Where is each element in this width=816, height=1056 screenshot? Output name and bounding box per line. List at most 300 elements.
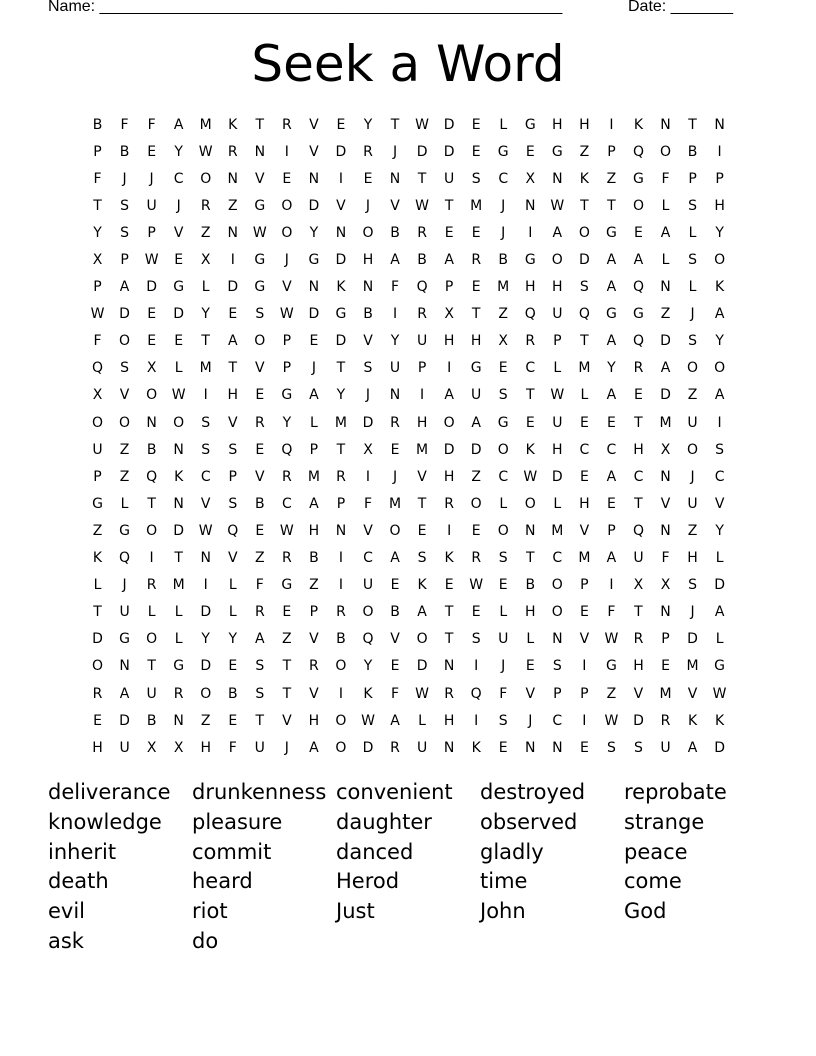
grid-letter[interactable]: S: [363, 360, 373, 377]
grid-letter[interactable]: H: [92, 739, 103, 756]
grid-letter[interactable]: V: [417, 468, 427, 485]
grid-letter[interactable]: R: [444, 685, 454, 702]
grid-letter[interactable]: Y: [201, 631, 210, 648]
grid-letter[interactable]: A: [119, 685, 130, 702]
grid-letter[interactable]: O: [659, 143, 672, 160]
grid-letter[interactable]: N: [525, 197, 536, 214]
grid-letter[interactable]: E: [444, 577, 454, 594]
grid-letter[interactable]: D: [227, 279, 239, 296]
grid-letter[interactable]: O: [146, 631, 158, 648]
grid-letter[interactable]: E: [147, 143, 157, 160]
grid-letter[interactable]: D: [578, 252, 590, 269]
grid-letter[interactable]: N: [335, 522, 347, 539]
grid-letter[interactable]: F: [93, 170, 102, 187]
grid-letter[interactable]: J: [311, 360, 316, 377]
grid-letter[interactable]: C: [552, 712, 563, 729]
grid-letter[interactable]: N: [173, 712, 184, 729]
grid-letter[interactable]: O: [146, 522, 158, 539]
grid-letter[interactable]: A: [390, 252, 400, 269]
grid-letter[interactable]: Z: [660, 306, 671, 323]
grid-letter[interactable]: D: [308, 306, 320, 323]
grid-letter[interactable]: V: [633, 685, 644, 702]
grid-letter[interactable]: D: [714, 739, 725, 756]
grid-letter[interactable]: S: [579, 279, 589, 296]
grid-letter[interactable]: A: [660, 360, 671, 377]
grid-letter[interactable]: Q: [362, 631, 374, 648]
grid-letter[interactable]: R: [281, 116, 292, 133]
grid-letter[interactable]: J: [528, 712, 533, 729]
grid-letter[interactable]: G: [497, 143, 509, 160]
grid-letter[interactable]: O: [497, 441, 509, 458]
grid-letter[interactable]: O: [92, 414, 104, 431]
grid-letter[interactable]: I: [609, 116, 614, 133]
grid-letter[interactable]: C: [633, 468, 644, 485]
grid-letter[interactable]: G: [173, 658, 185, 675]
grid-letter[interactable]: P: [661, 631, 670, 648]
grid-letter[interactable]: Z: [119, 468, 130, 485]
grid-letter[interactable]: P: [553, 333, 562, 350]
grid-letter[interactable]: J: [365, 387, 371, 404]
grid-letter[interactable]: W: [550, 387, 565, 404]
grid-letter[interactable]: W: [198, 522, 213, 539]
grid-letter[interactable]: N: [660, 522, 671, 539]
grid-letter[interactable]: D: [687, 631, 698, 648]
grid-letter[interactable]: F: [228, 739, 237, 756]
grid-letter[interactable]: R: [281, 550, 292, 567]
grid-letter[interactable]: L: [499, 604, 508, 621]
grid-letter[interactable]: X: [146, 739, 157, 756]
grid-letter[interactable]: E: [228, 712, 238, 729]
grid-letter[interactable]: U: [552, 306, 563, 323]
grid-letter[interactable]: Y: [715, 522, 724, 539]
grid-letter[interactable]: C: [606, 441, 617, 458]
grid-letter[interactable]: O: [173, 414, 185, 431]
grid-letter[interactable]: S: [688, 252, 697, 269]
grid-letter[interactable]: I: [149, 550, 154, 567]
grid-letter[interactable]: R: [660, 712, 671, 729]
grid-letter[interactable]: D: [335, 143, 347, 160]
grid-letter[interactable]: F: [661, 550, 670, 567]
grid-letter[interactable]: N: [660, 279, 671, 296]
grid-letter[interactable]: K: [687, 712, 698, 729]
grid-letter[interactable]: V: [687, 685, 698, 702]
grid-letter[interactable]: G: [254, 252, 266, 269]
grid-letter[interactable]: A: [687, 739, 698, 756]
grid-letter[interactable]: L: [715, 550, 724, 567]
grid-letter[interactable]: D: [443, 116, 455, 133]
grid-letter[interactable]: N: [173, 495, 184, 512]
grid-letter[interactable]: W: [469, 577, 484, 594]
grid-letter[interactable]: U: [687, 495, 698, 512]
grid-letter[interactable]: Q: [632, 143, 644, 160]
grid-letter[interactable]: L: [526, 631, 535, 648]
grid-letter[interactable]: N: [227, 224, 238, 241]
grid-letter[interactable]: P: [93, 143, 102, 160]
grid-letter[interactable]: K: [715, 712, 725, 729]
grid-letter[interactable]: G: [281, 577, 293, 594]
grid-letter[interactable]: E: [525, 414, 535, 431]
grid-letter[interactable]: O: [470, 495, 482, 512]
grid-letter[interactable]: O: [714, 252, 726, 269]
grid-letter[interactable]: A: [633, 252, 644, 269]
grid-letter[interactable]: I: [717, 414, 722, 431]
grid-letter[interactable]: L: [688, 224, 697, 241]
grid-letter[interactable]: X: [660, 577, 671, 594]
grid-letter[interactable]: W: [415, 685, 429, 702]
grid-letter[interactable]: E: [606, 495, 616, 512]
grid-letter[interactable]: H: [633, 658, 644, 675]
grid-letter[interactable]: Q: [578, 306, 590, 323]
grid-letter[interactable]: A: [606, 387, 617, 404]
grid-letter[interactable]: K: [633, 116, 644, 133]
grid-letter[interactable]: P: [93, 468, 102, 485]
grid-letter[interactable]: B: [417, 252, 427, 269]
grid-letter[interactable]: E: [579, 468, 589, 485]
grid-letter[interactable]: L: [93, 577, 102, 594]
grid-letter[interactable]: C: [363, 550, 373, 567]
grid-letter[interactable]: W: [604, 631, 619, 648]
grid-letter[interactable]: D: [146, 279, 157, 296]
grid-letter[interactable]: I: [203, 577, 208, 594]
grid-letter[interactable]: G: [605, 224, 617, 241]
grid-letter[interactable]: T: [282, 685, 292, 702]
grid-letter[interactable]: O: [714, 360, 726, 377]
grid-letter[interactable]: X: [660, 441, 671, 458]
grid-letter[interactable]: L: [174, 631, 183, 648]
grid-letter[interactable]: G: [470, 360, 482, 377]
grid-letter[interactable]: K: [228, 116, 238, 133]
grid-letter[interactable]: T: [255, 712, 265, 729]
grid-letter[interactable]: L: [309, 414, 318, 431]
grid-letter[interactable]: O: [551, 577, 563, 594]
grid-letter[interactable]: S: [498, 550, 508, 567]
grid-letter[interactable]: E: [390, 441, 400, 458]
grid-letter[interactable]: A: [309, 495, 319, 512]
grid-letter[interactable]: I: [338, 550, 344, 567]
grid-letter[interactable]: N: [227, 170, 238, 187]
grid-letter[interactable]: C: [579, 441, 590, 458]
grid-letter[interactable]: Z: [92, 522, 103, 539]
grid-letter[interactable]: E: [147, 333, 157, 350]
grid-letter[interactable]: D: [362, 739, 374, 756]
grid-letter[interactable]: A: [471, 414, 481, 431]
grid-letter[interactable]: N: [443, 658, 455, 675]
grid-letter[interactable]: O: [443, 414, 455, 431]
grid-letter[interactable]: U: [444, 170, 455, 187]
grid-letter[interactable]: T: [255, 116, 265, 133]
grid-letter[interactable]: K: [174, 468, 184, 485]
grid-letter[interactable]: M: [659, 685, 672, 702]
grid-letter[interactable]: L: [661, 197, 670, 214]
grid-letter[interactable]: U: [416, 333, 428, 350]
grid-letter[interactable]: F: [661, 170, 670, 187]
grid-letter[interactable]: I: [447, 522, 452, 539]
grid-letter[interactable]: H: [443, 333, 455, 350]
grid-letter[interactable]: O: [632, 197, 644, 214]
grid-letter[interactable]: A: [390, 712, 400, 729]
grid-letter[interactable]: Y: [363, 658, 373, 675]
grid-letter[interactable]: E: [444, 224, 454, 241]
grid-letter[interactable]: B: [363, 306, 373, 323]
grid-letter[interactable]: D: [443, 441, 455, 458]
grid-letter[interactable]: F: [391, 685, 400, 702]
grid-letter[interactable]: E: [579, 414, 589, 431]
grid-letter[interactable]: S: [715, 441, 725, 458]
grid-letter[interactable]: M: [551, 522, 564, 539]
grid-letter[interactable]: O: [335, 712, 347, 729]
grid-letter[interactable]: L: [201, 279, 210, 296]
grid-letter[interactable]: J: [149, 170, 154, 187]
grid-letter[interactable]: O: [254, 333, 266, 350]
grid-letter[interactable]: S: [498, 712, 508, 729]
grid-letter[interactable]: A: [255, 631, 265, 648]
grid-letter[interactable]: H: [687, 550, 698, 567]
grid-letter[interactable]: I: [230, 252, 235, 269]
grid-letter[interactable]: G: [551, 143, 563, 160]
grid-letter[interactable]: M: [307, 468, 320, 485]
grid-letter[interactable]: V: [363, 522, 373, 539]
grid-letter[interactable]: E: [309, 333, 319, 350]
grid-letter[interactable]: A: [119, 279, 130, 296]
grid-letter[interactable]: P: [336, 495, 346, 512]
grid-letter[interactable]: I: [528, 224, 533, 241]
grid-letter[interactable]: L: [580, 387, 589, 404]
grid-letter[interactable]: O: [551, 252, 563, 269]
grid-letter[interactable]: O: [281, 224, 293, 241]
grid-letter[interactable]: R: [200, 197, 211, 214]
grid-letter[interactable]: A: [606, 333, 617, 350]
grid-letter[interactable]: T: [336, 441, 346, 458]
grid-letter[interactable]: Z: [606, 685, 617, 702]
grid-letter[interactable]: P: [228, 468, 237, 485]
grid-letter[interactable]: I: [582, 712, 587, 729]
grid-letter[interactable]: Z: [606, 170, 617, 187]
grid-letter[interactable]: A: [173, 116, 184, 133]
grid-letter[interactable]: O: [335, 658, 347, 675]
grid-letter[interactable]: W: [361, 712, 375, 729]
grid-letter[interactable]: P: [607, 522, 616, 539]
grid-letter[interactable]: R: [309, 658, 319, 675]
grid-letter[interactable]: L: [228, 604, 237, 621]
grid-letter[interactable]: E: [498, 577, 508, 594]
grid-letter[interactable]: R: [633, 631, 644, 648]
grid-letter[interactable]: D: [416, 143, 428, 160]
grid-letter[interactable]: Y: [174, 143, 183, 160]
grid-letter[interactable]: M: [172, 577, 185, 594]
grid-letter[interactable]: K: [336, 279, 346, 296]
grid-letter[interactable]: V: [309, 116, 319, 133]
grid-letter[interactable]: B: [498, 252, 509, 269]
grid-letter[interactable]: T: [417, 495, 427, 512]
grid-letter[interactable]: D: [92, 631, 103, 648]
grid-letter[interactable]: R: [471, 252, 482, 269]
grid-letter[interactable]: N: [146, 414, 157, 431]
grid-letter[interactable]: D: [173, 522, 185, 539]
grid-letter[interactable]: V: [309, 685, 319, 702]
grid-letter[interactable]: S: [688, 197, 697, 214]
grid-letter[interactable]: T: [444, 197, 454, 214]
grid-letter[interactable]: E: [471, 522, 481, 539]
grid-letter[interactable]: E: [363, 170, 373, 187]
grid-letter[interactable]: M: [686, 658, 699, 675]
grid-letter[interactable]: I: [338, 685, 344, 702]
grid-letter[interactable]: Y: [309, 224, 319, 241]
grid-letter[interactable]: M: [578, 550, 591, 567]
grid-letter[interactable]: J: [122, 577, 127, 594]
grid-letter[interactable]: H: [525, 604, 536, 621]
grid-letter[interactable]: E: [498, 739, 508, 756]
grid-letter[interactable]: P: [93, 279, 102, 296]
grid-letter[interactable]: R: [336, 604, 346, 621]
grid-letter[interactable]: H: [552, 279, 563, 296]
grid-letter[interactable]: H: [200, 739, 211, 756]
grid-letter[interactable]: T: [525, 550, 535, 567]
grid-letter[interactable]: P: [417, 360, 427, 377]
grid-letter[interactable]: V: [200, 495, 211, 512]
grid-letter[interactable]: S: [498, 387, 508, 404]
grid-letter[interactable]: L: [688, 279, 697, 296]
grid-letter[interactable]: N: [552, 170, 563, 187]
grid-letter[interactable]: J: [501, 658, 506, 675]
grid-letter[interactable]: I: [474, 712, 479, 729]
grid-letter[interactable]: S: [228, 441, 238, 458]
grid-letter[interactable]: B: [309, 550, 319, 567]
grid-letter[interactable]: G: [119, 631, 130, 648]
grid-letter[interactable]: Q: [227, 522, 239, 539]
grid-letter[interactable]: Z: [200, 712, 211, 729]
grid-letter[interactable]: E: [471, 604, 481, 621]
grid-letter[interactable]: V: [173, 224, 184, 241]
grid-letter[interactable]: E: [661, 658, 670, 675]
grid-letter[interactable]: V: [309, 631, 319, 648]
grid-letter[interactable]: Q: [470, 685, 482, 702]
grid-letter[interactable]: S: [120, 360, 130, 377]
grid-letter[interactable]: A: [309, 387, 319, 404]
grid-letter[interactable]: K: [525, 441, 535, 458]
grid-letter[interactable]: S: [688, 577, 697, 594]
grid-letter[interactable]: U: [552, 414, 563, 431]
grid-letter[interactable]: O: [281, 197, 293, 214]
grid-letter[interactable]: W: [171, 387, 186, 404]
grid-letter[interactable]: N: [119, 658, 130, 675]
grid-letter[interactable]: D: [362, 414, 374, 431]
grid-letter[interactable]: O: [200, 170, 212, 187]
grid-letter[interactable]: T: [417, 170, 427, 187]
grid-letter[interactable]: B: [255, 495, 265, 512]
grid-letter[interactable]: S: [688, 333, 697, 350]
grid-letter[interactable]: T: [607, 197, 616, 214]
grid-letter[interactable]: U: [92, 441, 103, 458]
grid-letter[interactable]: H: [633, 441, 644, 458]
grid-letter[interactable]: I: [365, 468, 371, 485]
grid-letter[interactable]: T: [201, 333, 210, 350]
grid-letter[interactable]: O: [687, 441, 699, 458]
grid-letter[interactable]: E: [525, 143, 535, 160]
grid-letter[interactable]: V: [336, 197, 346, 214]
grid-letter[interactable]: V: [579, 522, 590, 539]
grid-letter[interactable]: A: [227, 333, 238, 350]
grid-letter[interactable]: B: [146, 441, 157, 458]
grid-letter[interactable]: V: [714, 495, 725, 512]
grid-letter[interactable]: X: [498, 333, 509, 350]
grid-letter[interactable]: E: [579, 739, 589, 756]
grid-letter[interactable]: E: [634, 387, 643, 404]
grid-letter[interactable]: V: [660, 495, 671, 512]
grid-letter[interactable]: F: [391, 279, 400, 296]
grid-letter[interactable]: E: [579, 604, 589, 621]
grid-letter[interactable]: Z: [255, 550, 265, 567]
grid-letter[interactable]: J: [501, 197, 506, 214]
grid-letter[interactable]: N: [308, 170, 320, 187]
grid-letter[interactable]: Z: [282, 631, 292, 648]
grid-letter[interactable]: Y: [282, 414, 292, 431]
grid-letter[interactable]: U: [498, 631, 509, 648]
grid-letter[interactable]: U: [416, 739, 428, 756]
grid-letter[interactable]: E: [390, 658, 400, 675]
grid-letter[interactable]: D: [633, 712, 644, 729]
grid-letter[interactable]: C: [173, 170, 184, 187]
grid-letter[interactable]: P: [309, 441, 319, 458]
grid-letter[interactable]: Z: [687, 522, 698, 539]
grid-letter[interactable]: E: [525, 658, 535, 675]
grid-letter[interactable]: E: [174, 333, 184, 350]
grid-letter[interactable]: E: [147, 306, 157, 323]
grid-letter[interactable]: E: [471, 224, 481, 241]
grid-letter[interactable]: N: [173, 441, 184, 458]
grid-letter[interactable]: V: [390, 197, 400, 214]
grid-letter[interactable]: V: [282, 712, 292, 729]
grid-letter[interactable]: U: [119, 604, 130, 621]
grid-letter[interactable]: B: [227, 685, 238, 702]
grid-letter[interactable]: E: [390, 577, 400, 594]
grid-letter[interactable]: W: [523, 468, 538, 485]
grid-letter[interactable]: P: [607, 143, 616, 160]
grid-letter[interactable]: A: [444, 387, 454, 404]
grid-letter[interactable]: T: [390, 116, 400, 133]
grid-letter[interactable]: R: [254, 414, 265, 431]
grid-letter[interactable]: W: [604, 712, 619, 729]
grid-letter[interactable]: I: [338, 577, 344, 594]
grid-letter[interactable]: L: [174, 360, 183, 377]
grid-letter[interactable]: Q: [119, 550, 131, 567]
grid-letter[interactable]: T: [228, 360, 238, 377]
date-field[interactable]: Date: _______: [628, 0, 733, 15]
grid-letter[interactable]: N: [660, 468, 671, 485]
grid-letter[interactable]: G: [524, 116, 536, 133]
grid-letter[interactable]: M: [578, 360, 591, 377]
grid-letter[interactable]: R: [227, 143, 238, 160]
grid-letter[interactable]: E: [471, 116, 481, 133]
grid-letter[interactable]: D: [173, 306, 185, 323]
grid-letter[interactable]: A: [714, 306, 725, 323]
grid-letter[interactable]: O: [362, 604, 374, 621]
grid-letter[interactable]: R: [525, 333, 536, 350]
grid-letter[interactable]: E: [255, 441, 265, 458]
grid-letter[interactable]: F: [363, 495, 373, 512]
grid-letter[interactable]: J: [176, 197, 181, 214]
grid-letter[interactable]: W: [198, 143, 213, 160]
grid-letter[interactable]: H: [525, 279, 536, 296]
grid-letter[interactable]: J: [690, 604, 695, 621]
grid-letter[interactable]: R: [417, 306, 427, 323]
grid-letter[interactable]: D: [714, 577, 725, 594]
grid-letter[interactable]: G: [254, 197, 266, 214]
grid-letter[interactable]: J: [365, 197, 371, 214]
grid-letter[interactable]: L: [715, 631, 724, 648]
grid-letter[interactable]: P: [580, 577, 589, 594]
grid-letter[interactable]: I: [420, 387, 425, 404]
grid-letter[interactable]: E: [255, 522, 265, 539]
